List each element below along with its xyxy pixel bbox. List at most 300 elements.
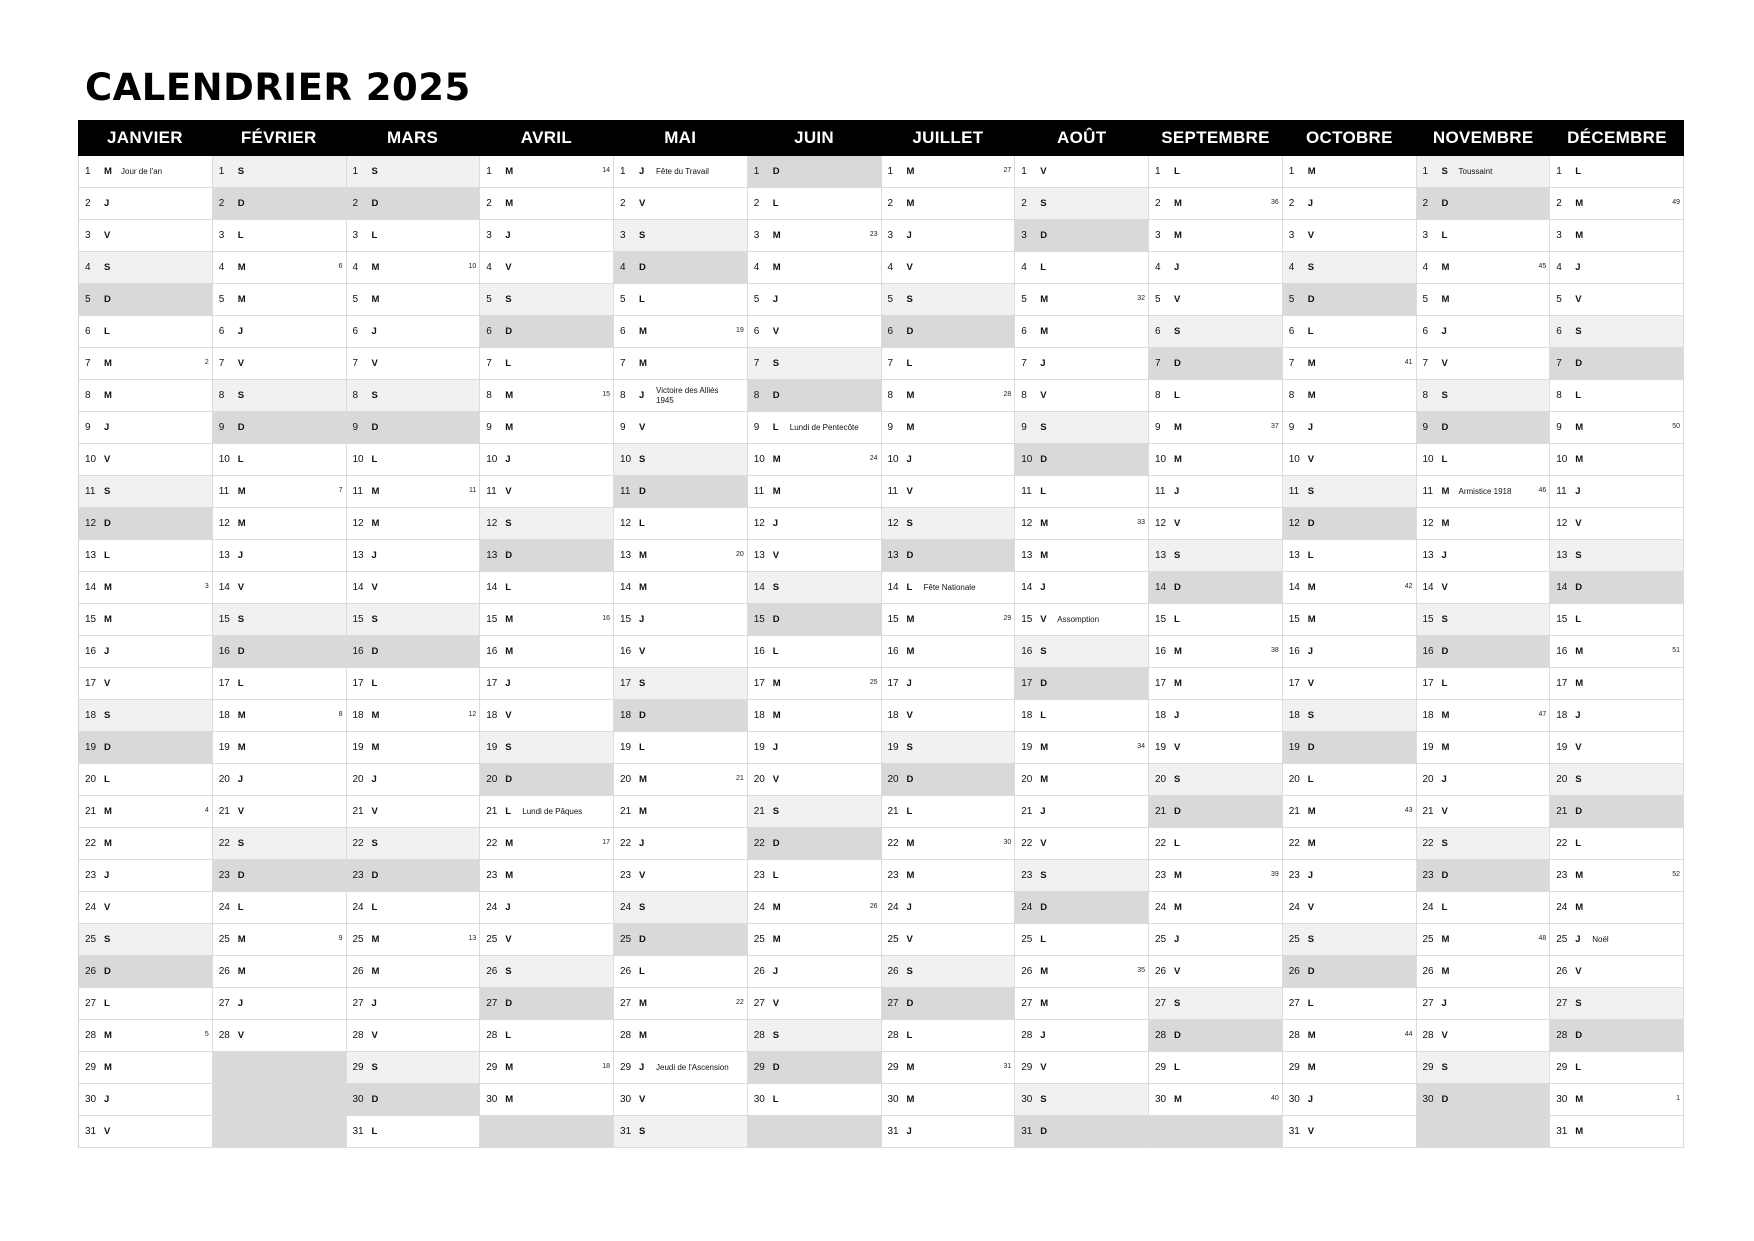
weekday-letter: L bbox=[772, 198, 779, 209]
day-cell bbox=[1417, 156, 1551, 188]
week-number: 39 bbox=[1270, 871, 1279, 878]
day-cell bbox=[1149, 956, 1283, 988]
weekday-letter: L bbox=[1575, 166, 1582, 177]
weekday-letter: L bbox=[1174, 838, 1180, 849]
day-cell bbox=[1015, 572, 1149, 604]
weekday-letter: D bbox=[1575, 1030, 1583, 1041]
weekday-letter: V bbox=[505, 262, 512, 273]
day-cell bbox=[480, 508, 614, 540]
day-number: 20 bbox=[1021, 774, 1033, 785]
day-cell bbox=[213, 732, 347, 764]
day-cell bbox=[1283, 220, 1417, 252]
weekday-letter: M bbox=[1174, 230, 1182, 241]
weekday-letter: M bbox=[104, 166, 112, 177]
day-cell bbox=[614, 1020, 748, 1052]
day-cell bbox=[1417, 860, 1551, 892]
day-number: 29 bbox=[887, 1062, 899, 1073]
weekday-letter: J bbox=[1575, 262, 1581, 273]
weekday-letter: M bbox=[1040, 998, 1049, 1009]
day-cell bbox=[1550, 1020, 1684, 1052]
weekday-letter: J bbox=[104, 870, 110, 881]
weekday-letter: M bbox=[1040, 550, 1049, 561]
day-number: 28 bbox=[1556, 1030, 1568, 1041]
day-cell bbox=[882, 860, 1016, 892]
day-cell bbox=[480, 156, 614, 188]
weekday-letter: V bbox=[639, 422, 646, 433]
day-cell bbox=[1015, 380, 1149, 412]
weekday-letter: D bbox=[371, 870, 379, 881]
day-cell bbox=[614, 796, 748, 828]
day-number: 3 bbox=[1556, 230, 1562, 241]
day-number: 23 bbox=[1155, 870, 1167, 881]
day-number: 20 bbox=[620, 774, 632, 785]
month-column bbox=[213, 156, 347, 1148]
day-number: 6 bbox=[486, 326, 492, 337]
day-number: 10 bbox=[1021, 454, 1033, 465]
day-cell bbox=[614, 540, 748, 572]
weekday-letter: D bbox=[237, 422, 245, 433]
weekday-letter: D bbox=[1441, 870, 1449, 881]
day-cell bbox=[480, 412, 614, 444]
day-cell bbox=[347, 444, 481, 476]
week-number: 28 bbox=[1003, 391, 1012, 398]
weekday-letter: M bbox=[1174, 902, 1182, 913]
weekday-letter: V bbox=[1307, 1126, 1315, 1137]
day-cell bbox=[1550, 188, 1684, 220]
weekday-letter: D bbox=[1307, 518, 1315, 529]
holiday-label: Lundi de Pâques bbox=[522, 806, 583, 816]
day-number: 5 bbox=[1288, 294, 1295, 305]
day-cell bbox=[882, 796, 1016, 828]
weekday-letter: M bbox=[906, 870, 915, 881]
weekday-letter: D bbox=[1174, 582, 1181, 593]
weekday-letter: D bbox=[505, 774, 513, 785]
day-cell bbox=[1417, 252, 1551, 284]
weekday-letter: D bbox=[1441, 422, 1449, 433]
day-cell bbox=[1283, 284, 1417, 316]
weekday-letter: M bbox=[1174, 870, 1182, 881]
day-number: 2 bbox=[352, 198, 359, 209]
day-cell bbox=[79, 1020, 213, 1052]
day-cell bbox=[882, 252, 1016, 284]
day-number: 3 bbox=[85, 230, 91, 241]
holiday-label: Assomption bbox=[1057, 614, 1100, 624]
day-number: 9 bbox=[1422, 422, 1429, 433]
day-number: 1 bbox=[753, 166, 760, 177]
day-cell bbox=[347, 604, 481, 636]
day-cell bbox=[480, 476, 614, 508]
weekday-letter: S bbox=[104, 934, 111, 945]
day-number: 31 bbox=[887, 1126, 899, 1137]
weekday-letter: M bbox=[906, 198, 915, 209]
weekday-letter: J bbox=[505, 230, 511, 241]
weekday-letter: S bbox=[1040, 870, 1047, 881]
day-number: 31 bbox=[1021, 1126, 1033, 1137]
day-cell bbox=[480, 604, 614, 636]
day-cell bbox=[1015, 156, 1149, 188]
day-cell bbox=[1149, 476, 1283, 508]
weekday-letter: M bbox=[104, 806, 112, 817]
day-cell bbox=[614, 476, 748, 508]
day-cell bbox=[347, 892, 481, 924]
day-number: 24 bbox=[1021, 902, 1033, 913]
weekday-letter: D bbox=[772, 390, 780, 401]
day-cell bbox=[882, 668, 1016, 700]
weekday-letter: M bbox=[1441, 518, 1450, 529]
weekday-letter: D bbox=[1307, 742, 1315, 753]
day-cell bbox=[79, 828, 213, 860]
month-header-3: MARS bbox=[386, 128, 439, 147]
day-cell bbox=[1283, 604, 1417, 636]
day-cell bbox=[748, 572, 882, 604]
day-cell bbox=[1015, 476, 1149, 508]
weekday-letter: S bbox=[104, 710, 111, 721]
weekday-letter: M bbox=[371, 966, 380, 977]
day-number: 27 bbox=[620, 998, 632, 1009]
day-number: 30 bbox=[1288, 1094, 1300, 1105]
month-column bbox=[1283, 156, 1417, 1148]
weekday-letter: V bbox=[1575, 518, 1582, 529]
weekday-letter: S bbox=[906, 742, 913, 753]
holiday-label: Jour de l'an bbox=[121, 166, 163, 176]
day-cell bbox=[748, 924, 882, 956]
day-cell bbox=[347, 284, 481, 316]
day-cell bbox=[1550, 284, 1684, 316]
weekday-letter: J bbox=[772, 966, 779, 977]
day-cell bbox=[480, 860, 614, 892]
month-column bbox=[1550, 156, 1684, 1148]
day-number: 31 bbox=[620, 1126, 632, 1137]
day-number: 8 bbox=[887, 390, 894, 401]
day-cell bbox=[79, 412, 213, 444]
weekday-letter: M bbox=[906, 390, 915, 401]
day-number: 27 bbox=[1556, 998, 1568, 1009]
day-number: 30 bbox=[1556, 1094, 1568, 1105]
day-number: 23 bbox=[85, 870, 97, 881]
day-cell bbox=[1149, 316, 1283, 348]
day-cell bbox=[1283, 892, 1417, 924]
day-number: 13 bbox=[1155, 550, 1167, 561]
day-number: 27 bbox=[1422, 998, 1434, 1009]
day-cell bbox=[614, 380, 748, 412]
day-number: 1 bbox=[620, 166, 626, 177]
week-number: 21 bbox=[735, 775, 744, 782]
day-cell bbox=[614, 316, 748, 348]
day-cell bbox=[213, 988, 347, 1020]
month-column bbox=[1015, 156, 1149, 1148]
day-cell bbox=[1550, 924, 1684, 956]
day-cell bbox=[1417, 796, 1551, 828]
day-cell bbox=[1417, 924, 1551, 956]
week-number: 29 bbox=[1003, 615, 1012, 622]
month-header-7: JUILLET bbox=[912, 128, 984, 147]
day-number: 3 bbox=[352, 230, 359, 241]
day-number: 6 bbox=[1288, 326, 1295, 337]
weekday-letter: S bbox=[639, 1126, 646, 1137]
day-number: 15 bbox=[1288, 614, 1300, 625]
week-number: 17 bbox=[602, 839, 610, 846]
day-cell bbox=[1550, 828, 1684, 860]
day-cell bbox=[1417, 604, 1551, 636]
day-cell bbox=[1550, 604, 1684, 636]
weekday-letter: V bbox=[104, 454, 111, 465]
weekday-letter: V bbox=[1307, 230, 1315, 241]
weekday-letter: S bbox=[1575, 774, 1582, 785]
day-number: 4 bbox=[1021, 262, 1027, 273]
week-number: 4 bbox=[204, 807, 209, 814]
weekday-letter: J bbox=[505, 454, 511, 465]
day-number: 17 bbox=[85, 678, 97, 689]
day-cell bbox=[1283, 636, 1417, 668]
weekday-letter: D bbox=[639, 710, 646, 721]
day-number: 10 bbox=[753, 454, 765, 465]
day-number: 30 bbox=[753, 1094, 765, 1105]
weekday-letter: D bbox=[906, 326, 914, 337]
day-number: 24 bbox=[753, 902, 765, 913]
day-number: 21 bbox=[1155, 806, 1167, 817]
month-column bbox=[1149, 156, 1283, 1148]
day-number: 11 bbox=[218, 486, 230, 497]
weekday-letter: D bbox=[1040, 230, 1048, 241]
day-number: 27 bbox=[1021, 998, 1033, 1009]
day-number: 13 bbox=[218, 550, 230, 561]
weekday-letter: J bbox=[1307, 646, 1314, 657]
day-number: 15 bbox=[352, 614, 364, 625]
day-number: 14 bbox=[620, 582, 632, 593]
day-cell bbox=[882, 892, 1016, 924]
day-cell bbox=[213, 252, 347, 284]
weekday-letter: V bbox=[371, 358, 378, 369]
day-number: 14 bbox=[1556, 582, 1568, 593]
day-number: 3 bbox=[218, 230, 225, 241]
day-number: 9 bbox=[352, 422, 359, 433]
weekday-letter: M bbox=[1040, 742, 1049, 753]
day-number: 31 bbox=[352, 1126, 364, 1137]
day-cell bbox=[1550, 476, 1684, 508]
day-cell bbox=[1149, 252, 1283, 284]
weekday-letter: V bbox=[906, 262, 913, 273]
weekday-letter: M bbox=[1441, 710, 1450, 721]
weekday-letter: V bbox=[505, 710, 512, 721]
day-number: 9 bbox=[486, 422, 492, 433]
week-number: 46 bbox=[1538, 487, 1547, 494]
day-cell bbox=[79, 956, 213, 988]
day-cell bbox=[1149, 924, 1283, 956]
weekday-letter: L bbox=[104, 550, 110, 561]
week-number: 11 bbox=[468, 487, 477, 494]
day-number: 4 bbox=[1288, 262, 1295, 273]
day-cell bbox=[347, 700, 481, 732]
day-number: 25 bbox=[753, 934, 765, 945]
day-number: 13 bbox=[352, 550, 364, 561]
day-cell bbox=[882, 508, 1016, 540]
weekday-letter: S bbox=[639, 902, 646, 913]
day-number: 12 bbox=[753, 518, 765, 529]
weekday-letter: M bbox=[906, 1094, 915, 1105]
weekday-letter: J bbox=[371, 550, 377, 561]
weekday-letter: J bbox=[772, 294, 779, 305]
weekday-letter: S bbox=[1307, 486, 1315, 497]
week-number: 43 bbox=[1404, 807, 1413, 814]
day-cell bbox=[480, 380, 614, 412]
day-number: 31 bbox=[1288, 1126, 1300, 1137]
weekday-letter: J bbox=[639, 1062, 645, 1073]
day-number: 5 bbox=[218, 294, 225, 305]
day-number: 3 bbox=[1155, 230, 1161, 241]
weekday-letter: S bbox=[1040, 1094, 1047, 1105]
weekday-letter: D bbox=[371, 1094, 379, 1105]
day-cell bbox=[1015, 316, 1149, 348]
day-number: 4 bbox=[1155, 262, 1161, 273]
weekday-letter: J bbox=[639, 614, 645, 625]
weekday-letter: S bbox=[639, 454, 646, 465]
week-number: 1 bbox=[1676, 1095, 1680, 1102]
empty-day-cell bbox=[213, 1052, 347, 1084]
weekday-letter: M bbox=[1174, 646, 1182, 657]
weekday-letter: M bbox=[639, 582, 647, 593]
week-number: 16 bbox=[602, 615, 610, 622]
day-number: 11 bbox=[1422, 486, 1433, 497]
day-cell bbox=[213, 1020, 347, 1052]
day-number: 26 bbox=[1422, 966, 1434, 977]
weekday-letter: M bbox=[1307, 838, 1316, 849]
weekday-letter: L bbox=[371, 902, 378, 913]
day-number: 30 bbox=[85, 1094, 97, 1105]
day-cell bbox=[480, 316, 614, 348]
day-cell bbox=[748, 220, 882, 252]
day-cell bbox=[748, 604, 882, 636]
day-cell bbox=[1283, 380, 1417, 412]
day-number: 17 bbox=[218, 678, 230, 689]
weekday-letter: S bbox=[1441, 1062, 1448, 1073]
day-number: 13 bbox=[1021, 550, 1033, 561]
day-cell bbox=[79, 1116, 213, 1148]
weekday-letter: D bbox=[371, 646, 379, 657]
day-cell bbox=[748, 348, 882, 380]
day-number: 8 bbox=[486, 390, 492, 401]
day-cell bbox=[1015, 444, 1149, 476]
day-number: 12 bbox=[218, 518, 230, 529]
weekday-letter: M bbox=[104, 614, 112, 625]
weekday-letter: V bbox=[772, 998, 780, 1009]
day-number: 21 bbox=[887, 806, 899, 817]
weekday-letter: D bbox=[505, 326, 513, 337]
weekday-letter: V bbox=[371, 806, 378, 817]
day-cell bbox=[614, 284, 748, 316]
weekday-letter: M bbox=[772, 902, 781, 913]
weekday-letter: V bbox=[104, 230, 111, 241]
day-number: 28 bbox=[620, 1030, 632, 1041]
day-cell bbox=[1149, 860, 1283, 892]
day-cell bbox=[882, 604, 1016, 636]
weekday-letter: D bbox=[1174, 806, 1181, 817]
day-cell bbox=[882, 1052, 1016, 1084]
day-cell bbox=[1015, 1020, 1149, 1052]
weekday-letter: J bbox=[371, 326, 377, 337]
day-number: 19 bbox=[1021, 742, 1033, 753]
day-number: 24 bbox=[1422, 902, 1434, 913]
weekday-letter: S bbox=[104, 262, 111, 273]
weekday-letter: V bbox=[1441, 582, 1448, 593]
day-number: 15 bbox=[1422, 614, 1434, 625]
weekday-letter: J bbox=[1040, 358, 1046, 369]
month-header-12: DÉCEMBRE bbox=[1567, 128, 1667, 147]
day-cell bbox=[614, 668, 748, 700]
day-number: 11 bbox=[887, 486, 898, 497]
day-cell bbox=[347, 252, 481, 284]
day-cell bbox=[1015, 188, 1149, 220]
day-cell bbox=[1149, 1084, 1283, 1116]
day-number: 10 bbox=[620, 454, 632, 465]
day-number: 2 bbox=[1288, 198, 1295, 209]
weekday-letter: S bbox=[1307, 710, 1315, 721]
day-number: 13 bbox=[1556, 550, 1568, 561]
day-number: 12 bbox=[85, 518, 97, 529]
weekday-letter: S bbox=[639, 678, 646, 689]
day-cell bbox=[213, 572, 347, 604]
weekday-letter: L bbox=[772, 1094, 779, 1105]
day-cell bbox=[213, 796, 347, 828]
weekday-letter: L bbox=[237, 678, 244, 689]
weekday-letter: M bbox=[1575, 870, 1584, 881]
day-number: 23 bbox=[486, 870, 498, 881]
day-number: 20 bbox=[1155, 774, 1167, 785]
empty-day-cell bbox=[748, 1116, 882, 1148]
weekday-letter: S bbox=[906, 966, 913, 977]
day-cell bbox=[1015, 668, 1149, 700]
weekday-letter: S bbox=[1441, 838, 1448, 849]
day-cell bbox=[347, 540, 481, 572]
weekday-letter: M bbox=[772, 678, 781, 689]
day-number: 26 bbox=[753, 966, 765, 977]
month-header-11: NOVEMBRE bbox=[1432, 128, 1534, 147]
day-cell bbox=[1149, 1052, 1283, 1084]
weekday-letter: M bbox=[505, 1094, 514, 1105]
day-number: 29 bbox=[486, 1062, 498, 1073]
day-number: 22 bbox=[1155, 838, 1167, 849]
weekday-letter: D bbox=[639, 486, 646, 497]
day-number: 16 bbox=[620, 646, 632, 657]
day-cell bbox=[748, 1052, 882, 1084]
weekday-letter: S bbox=[906, 518, 913, 529]
weekday-letter: M bbox=[505, 614, 514, 625]
day-cell bbox=[1550, 892, 1684, 924]
day-cell bbox=[748, 540, 882, 572]
day-cell bbox=[1417, 828, 1551, 860]
day-cell bbox=[347, 764, 481, 796]
day-number: 27 bbox=[85, 998, 97, 1009]
weekday-letter: L bbox=[906, 358, 913, 369]
day-cell bbox=[614, 348, 748, 380]
day-number: 11 bbox=[1288, 486, 1300, 497]
day-number: 31 bbox=[85, 1126, 97, 1137]
day-cell bbox=[79, 1052, 213, 1084]
day-cell bbox=[748, 988, 882, 1020]
weekday-letter: M bbox=[505, 1062, 514, 1073]
weekday-letter: D bbox=[639, 934, 646, 945]
weekday-letter: M bbox=[505, 646, 514, 657]
holiday-label: Noël bbox=[1592, 934, 1609, 944]
day-cell bbox=[1283, 956, 1417, 988]
day-number: 21 bbox=[85, 806, 97, 817]
day-cell bbox=[480, 892, 614, 924]
day-number: 29 bbox=[1155, 1062, 1167, 1073]
week-number: 31 bbox=[1003, 1063, 1012, 1070]
day-number: 11 bbox=[620, 486, 631, 497]
day-number: 26 bbox=[1021, 966, 1033, 977]
day-number: 5 bbox=[1422, 294, 1429, 305]
day-cell bbox=[1417, 220, 1551, 252]
